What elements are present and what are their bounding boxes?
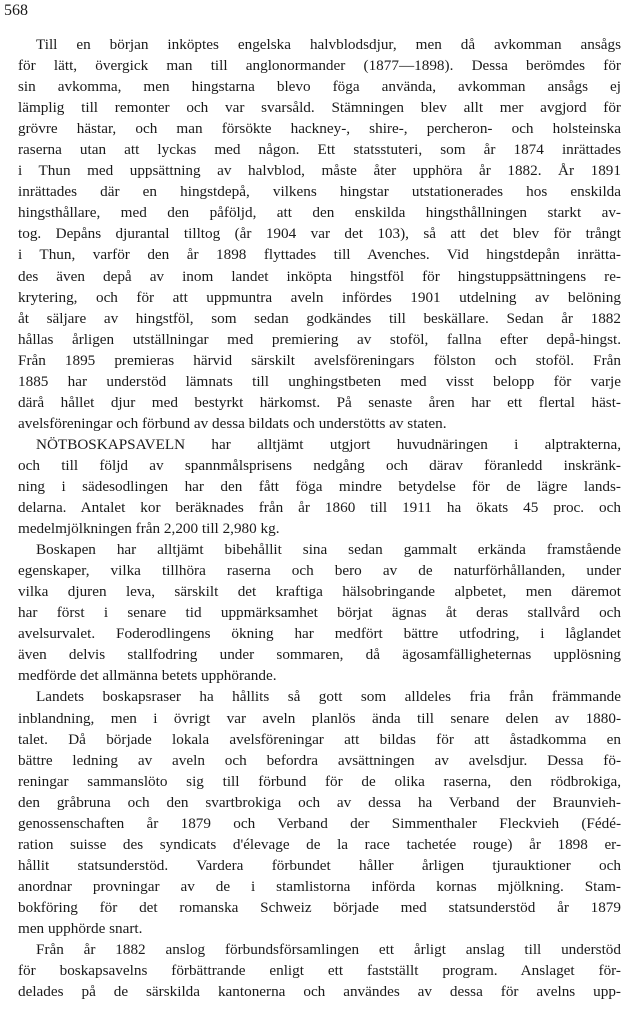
text-line: medförde det allmänna betets upphörande. [18,667,277,685]
text-line: tog. Depåns djurantal tilltog (år 1904 var det 103), så att det blev för trångt [18,225,621,243]
paragraph-federal-grant [18,939,621,1002]
text-line: åt säljare av hingstföl, som sedan godkändes till beskällare. Sedan år 1882 [18,309,621,327]
text-line: krytering, och för att uppmuntra aveln infördes 1901 utdelning av belöning [18,288,621,306]
text-line: avelsföreningar och förbund av dessa bildats och understötts av staten. [18,414,447,432]
paragraph-horse-breeding [18,34,621,434]
text-line: des även depå av inom landet inköpta hingstföl för hingstuppsättningens re- [18,267,621,285]
text-line: och till följd av spannmålsprisens nedgång och därav föranledd inskränk- [18,456,621,474]
text-line: Från år 1882 anslog förbundsförsamlingen ett årligt anslag till understöd [36,941,621,959]
text-line: Från 1895 premieras härvid särskilt avelsföreningars fölston och stoföl. Från [18,351,621,369]
text-line: talet. Då började lokala avelsföreningar att bildas för att åstadkomma en [18,730,621,748]
text-line: även delvis stallfodring under sommaren, då ägosamfälligheternas upplösning [18,646,621,664]
text-line: delades på de särskilda kantonerna och användes av dessa för avelns upp- [18,983,621,1001]
text-line: egenskaper, vilka tillhöra raserna och bero av de naturförhållanden, under [18,562,621,580]
text-line: delarna. Antalet kor beräknades från år 1860 till 1911 ha ökats 45 proc. och [18,499,621,517]
text-line: den gråbruna och den svartbrokiga och av dessa ha Verband der Braunvieh- [18,793,621,811]
text-line: därå hållet djur med bestyrkt härkomst. På senaste åren har ett flertal häst- [18,393,621,411]
text-line: har först i senare tid uppmärksamhet börjat ägnas åt deras stallvård och [18,604,621,622]
text-line: Boskapen har alltjämt bibehållit sina sedan gammalt erkända framstående [36,541,621,559]
text-line: bättre ledning av aveln och befordra avsättningen av avelsdjur. Dessa fö- [18,751,621,769]
text-line: vilka djuren leva, särskilt det kraftiga hälsobringande alpbetet, men däremot [18,583,621,601]
text-line: hållas årligen utställningar med premiering av stoföl, fallna efter depå-hingst. [18,330,621,348]
paragraph-breeding-associations [18,686,621,939]
text-line: medelmjölkningen från 2,200 till 2,980 kg. [18,520,280,538]
text-line: lämplig till remonter och var svarsåld. Stämningen blev allt mer avgjord för [18,99,621,117]
text-line: Landets boskapsraser ha hållits så gott som alldeles fria från främmande [36,688,621,706]
text-line: hållit statsunderstöd. Vardera förbundet håller årligen tjurauktioner och [18,856,621,874]
text-line: raserna utan att lyckas med någon. Ett statsstuteri, som år 1874 inrättades [18,141,621,159]
text-line: ning i sädesodlingen har den fått föga mindre betydelse för de lägre lands- [18,477,621,495]
text-line: anordnar provningar av de i stamlistorna införda kornas mjölkning. Stam- [18,877,621,895]
paragraph-cattle-breeding [18,434,621,539]
text-line: grövre hästar, och man försökte hackney-, shire-, percheron- och holsteinska [18,120,621,138]
text-line: inrättades där en hingstdepå, vilkens hingstar utstationerades hos enskilda [18,183,621,201]
text-line: för boskapsavelns förbättrande enligt ett fastställt program. Anslaget för- [18,962,621,980]
text-line: ration suisse des syndicats d'élevage de la race tachetée rouge) år 1898 er- [18,835,621,853]
text-line: reningar sammanslöto sig till förbund för de olika raserna, den rödbrokiga, [18,772,621,790]
text-line: för lätt, övergick man till anglonormander (1877—1898). Dessa berömdes för [18,57,621,75]
text-line: Till en början inköptes engelska halvblodsdjur, men då avkomman ansågs [36,36,621,53]
text-line: sin avkomma, men hingstarna blevo föga använda, avkomman ansågs ej [18,78,621,96]
text-line: 1885 har understöd lämnats till unghingstbeten med visst belopp för varje [18,372,621,390]
text-line: i Thun, varför den år 1898 flyttades till Avenches. Vid hingstdepån inrätta- [18,246,621,264]
text-line: genossenschaften år 1879 och Verband der Simmenthaler Fleckvieh (Fédé- [18,814,621,832]
page-number: 568 [4,2,28,19]
text-line: i Thun med uppsättning av halvblod, måste åter upphöra år 1882. År 1891 [18,162,621,180]
document-body [18,34,621,1002]
text-line: hingsthållare, med den påföljd, att den enskilda hingsthållningen starkt av- [18,204,621,222]
text-line: NÖTBOSKAPSAVELN har alltjämt utgjort huvudnäringen i alptrakterna, [36,435,621,453]
text-line: avelsurvalet. Foderodlingens ökning har medfört bättre utfodring, i låglandet [18,625,621,643]
paragraph-cattle-qualities [18,539,621,686]
text-line: bokföring för det romanska Schweiz började med statsunderstöd år 1879 [18,898,621,916]
text-line: inblandning, men i övrigt var aveln planlös ända till senare delen av 1880- [18,709,621,727]
text-line: men upphörde snart. [18,919,143,937]
